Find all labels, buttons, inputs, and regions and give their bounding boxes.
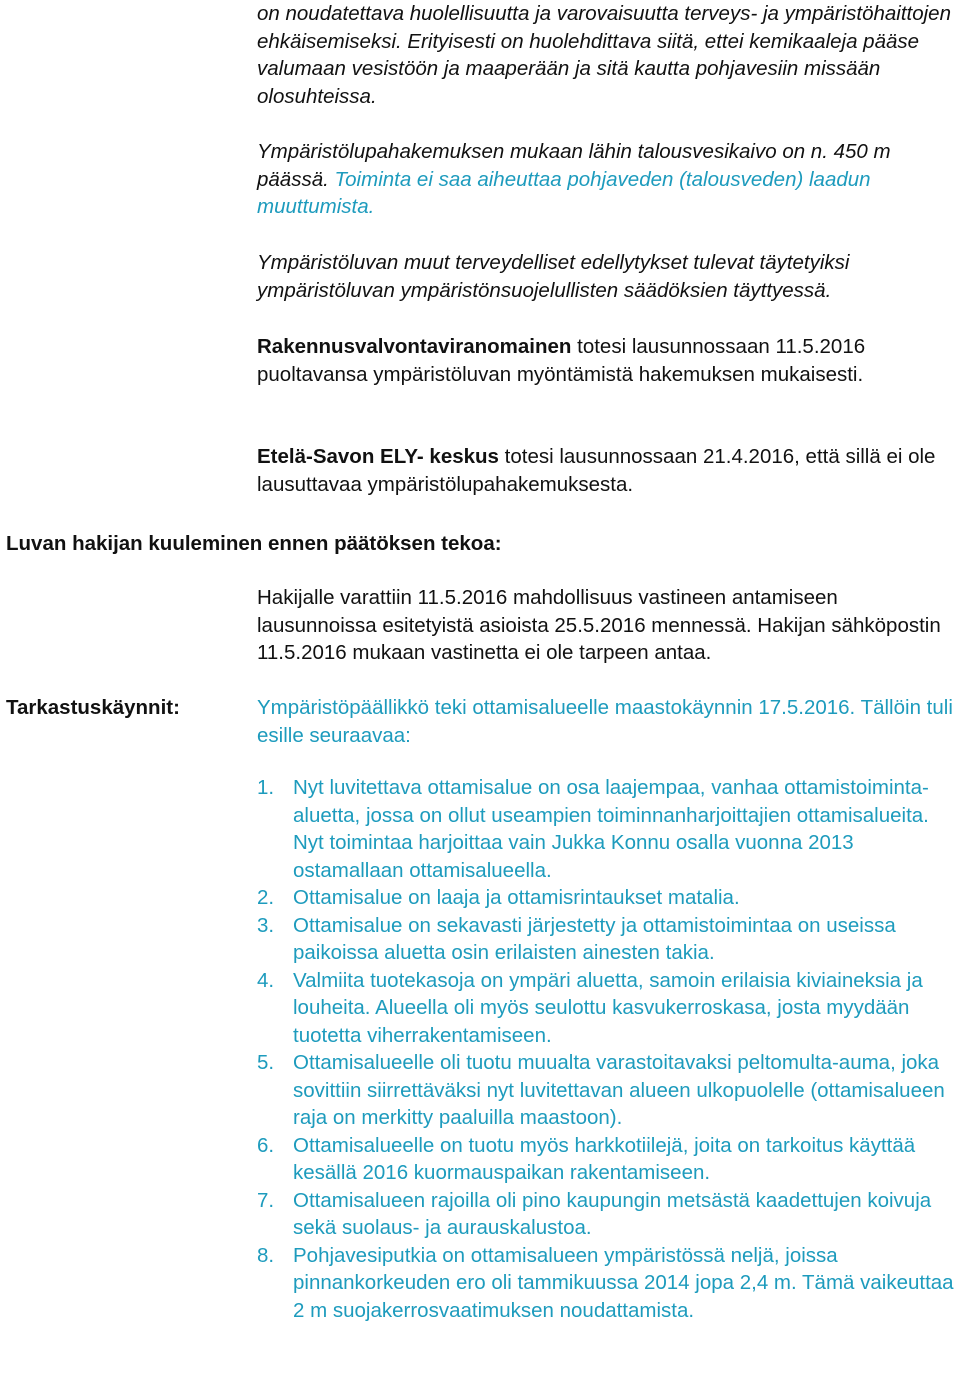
inspection-findings-list	[257, 774, 957, 1324]
ely-centre-name: Etelä-Savon ELY- keskus	[257, 445, 499, 468]
finding-number: 4.	[257, 968, 275, 992]
finding-item-5	[257, 1049, 957, 1132]
hearing-text: Hakijalle varattiin 11.5.2016 mahdollisuus vastineen antamiseen lausunnoissa esitetyistä asioista 25.5.2016 mennessä. Hakijan sähköpostin 11.5.2016 mukaan vastinetta ei ole tarpeen antaa.	[257, 586, 941, 664]
finding-text: Ottamisalueen rajoilla oli pino kaupungin metsästä kaadettujen koivuja sekä suolaus- ja aurauskalustoa.	[293, 1188, 932, 1239]
finding-item-2	[257, 884, 957, 912]
finding-item-3	[257, 912, 957, 967]
finding-text: Pohjavesiputkia on ottamisalueen ympäristössä neljä, joissa pinnankorkeuden ero oli tammikuussa 2014 jopa 2,4 m. Tämä vaikeuttaa 2 m suojakerrosvaatimuksen noudattamista.	[293, 1243, 954, 1322]
finding-text: Nyt luvitettava ottamisalue on osa laajempaa, vanhaa ottamistoiminta-aluetta, jossa on ollut useampien toiminnanharjoittajien ottamisalueita. Nyt toimintaa harjoittaa vain Jukka Konnu osalla vuonna 2013 ostamallaan ottamisalueella.	[293, 776, 929, 882]
finding-number: 3.	[257, 913, 275, 937]
intro-paragraph-2	[257, 138, 957, 221]
well-distance-text: Ympäristölupahakemuksen mukaan lähin talousvesikaivo on n. 450 m päässä.	[257, 140, 891, 191]
finding-item-8	[257, 1242, 957, 1325]
finding-item-7	[257, 1187, 957, 1242]
ely-centre-statement	[257, 443, 957, 498]
finding-number: 7.	[257, 1188, 275, 1212]
building-authority-name: Rakennusvalvontaviranomainen	[257, 335, 572, 358]
finding-number: 1.	[257, 776, 275, 799]
intro-paragraph-1: on noudatettava huolellisuutta ja varovaisuutta terveys- ja ympäristöhaittojen ehkäisemiseksi. Erityisesti on huolehdittava siitä, ettei kemikaaleja pääse valumaan vesistöön ja maaperään ja sitä kautta pohjavesiin missään olosuhteissa.	[257, 2, 951, 108]
inspections-intro: Ympäristöpäällikkö teki ottamisalueelle maastokäynnin 17.5.2016. Tällöin tuli esille seuraavaa:	[257, 696, 953, 747]
finding-text: Ottamisalueelle oli tuotu muualta varastoitavaksi peltomulta-auma, joka sovittiin siirrettäväksi nyt luvitettavan alueen ulkopuolelle (ottamisalueen raja on merkitty paaluilla maastoon).	[293, 1051, 945, 1129]
intro-paragraph-3: Ympäristöluvan muut terveydelliset edellytykset tulevat täytetyiksi ympäristöluvan ympäristönsuojelullisten säädöksien täyttyessä.	[257, 251, 850, 302]
groundwater-requirement-text: Toiminta ei saa aiheuttaa pohjaveden (talousveden) laadun muuttumista.	[257, 167, 871, 218]
building-authority-statement	[257, 333, 957, 388]
hearing-heading: Luvan hakijan kuuleminen ennen päätöksen tekoa:	[6, 532, 502, 555]
finding-text: Ottamisalue on sekavasti järjestetty ja ottamistoimintaa on useissa paikoissa aluetta osin erilaisten ainesten takia.	[293, 913, 896, 964]
finding-item-1	[257, 774, 957, 884]
finding-text: Ottamisalueelle on tuotu myös harkkotiilejä, joita on tarkoitus käyttää kesällä 2016 kuormauspaikan rakentamiseen.	[293, 1133, 916, 1184]
finding-text: Valmiita tuotekasoja on ympäri aluetta, samoin erilaisia kiviaineksia ja louheita. Alueella oli myös seulottu kasvukerroskasa, josta myydään tuotetta viherrakentamiseen.	[293, 968, 923, 1047]
ely-centre-text: totesi lausunnossaan 21.4.2016, että sillä ei ole lausuttavaa ympäristölupahakemuksesta.	[257, 445, 936, 496]
finding-item-6	[257, 1132, 957, 1187]
finding-item-4	[257, 967, 957, 1050]
building-authority-text: totesi lausunnossaan 11.5.2016 puoltavansa ympäristöluvan myöntämistä hakemuksen mukaisesti.	[257, 335, 866, 386]
finding-number: 6.	[257, 1133, 275, 1157]
finding-number: 2.	[257, 886, 275, 909]
finding-number: 8.	[257, 1243, 275, 1267]
finding-number: 5.	[257, 1051, 275, 1074]
finding-text: Ottamisalue on laaja ja ottamisrintaukset matalia.	[293, 886, 740, 909]
inspections-heading: Tarkastuskäynnit:	[6, 696, 180, 719]
